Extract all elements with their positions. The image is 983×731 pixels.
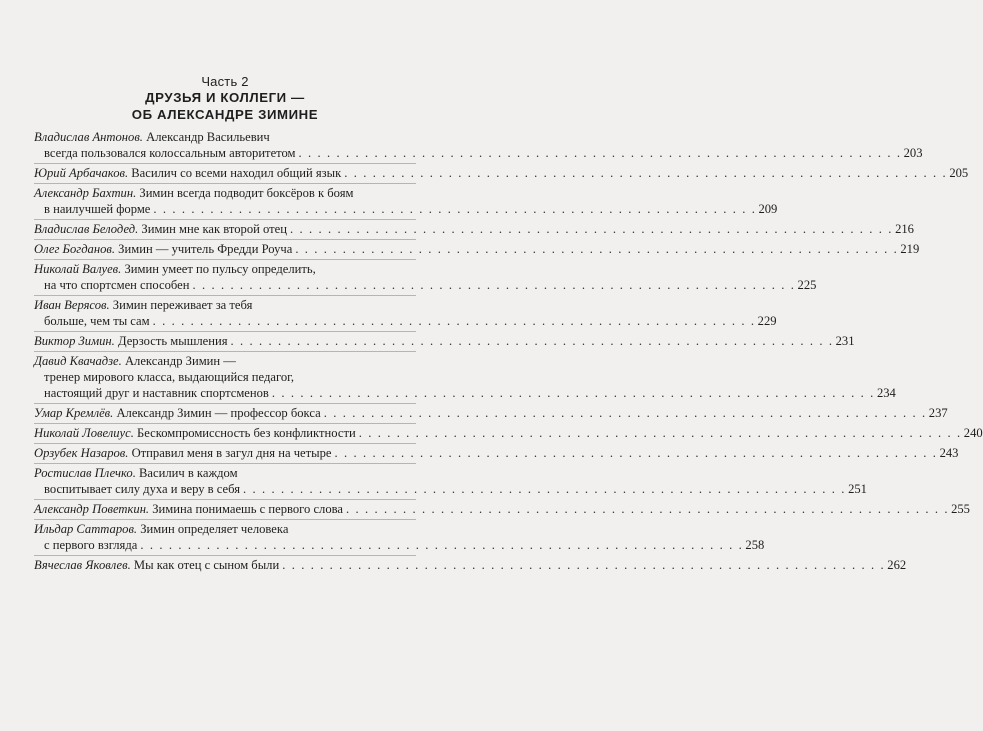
- entry-title-line: [34, 405, 321, 421]
- entry-author: Александр Поветкин.: [34, 502, 150, 516]
- toc-entry[interactable]: [34, 444, 959, 464]
- toc-entry[interactable]: [34, 296, 777, 332]
- entry-title: Василич со всеми находил общий язык: [128, 166, 342, 180]
- dot-leader: . . . . . . . . . . . . . . . . . . . . . . . . . . . . . . . . . . . . . . . . . . . . . . . . . . . . . . . . . . . . . . . .: [358, 426, 962, 440]
- page-number: 203: [903, 146, 923, 160]
- entry-title-line: [34, 557, 279, 573]
- page-number: 234: [876, 386, 896, 400]
- entry-author: Николай Ловелиус.: [34, 426, 134, 440]
- entry-author: Виктор Зимин.: [34, 334, 115, 348]
- entry-author: Владислав Белодед.: [34, 222, 139, 236]
- entry-author: Олег Богданов.: [34, 242, 116, 256]
- toc-entry[interactable]: [34, 184, 778, 220]
- toc-entry[interactable]: [34, 164, 969, 184]
- toc-entry[interactable]: [34, 332, 855, 352]
- entry-author: Владислав Антонов.: [34, 130, 143, 144]
- dot-leader: . . . . . . . . . . . . . . . . . . . . . . . . . . . . . . . . . . . . . . . . . . . . . . . . . . . . . . . . . . . . . . . .: [152, 314, 756, 328]
- entry-title-continuation: на что спортсмен способен: [44, 278, 190, 292]
- page-number: 237: [928, 406, 948, 420]
- entry-title: Александр Васильевич: [142, 130, 270, 144]
- part-label: Часть 2: [201, 74, 249, 89]
- page-number: 251: [848, 482, 867, 496]
- dot-leader: . . . . . . . . . . . . . . . . . . . . . . . . . . . . . . . . . . . . . . . . . . . . . . . . . . . . . . . . . . . . . . . .: [140, 538, 744, 552]
- entry-title: Зимина понимаешь с первого слова: [149, 502, 344, 516]
- entry-author: Умар Кремлёв.: [34, 406, 114, 420]
- page-number: 219: [900, 242, 920, 256]
- page-number: 258: [745, 538, 765, 552]
- toc-entry[interactable]: [34, 556, 907, 575]
- dot-leader: . . . . . . . . . . . . . . . . . . . . . . . . . . . . . . . . . . . . . . . . . . . . . . . . . . . . . . . . . . . . . . . .: [153, 202, 757, 216]
- toc-entry[interactable]: [34, 424, 983, 444]
- toc-entry[interactable]: [34, 260, 817, 296]
- entry-title: Дерзость мышления: [114, 334, 228, 348]
- toc-entry[interactable]: [34, 500, 970, 520]
- entry-title-line: [34, 165, 341, 181]
- page-number: 205: [949, 166, 969, 180]
- entry-author: Давид Квачадзе.: [34, 354, 122, 368]
- entry-author: Орзубек Назаров.: [34, 446, 129, 460]
- page-number: 229: [757, 314, 777, 328]
- entry-title-line: [34, 522, 288, 536]
- entry-title-continuation: всегда пользовался колоссальным авторитетом: [44, 146, 296, 160]
- toc-entry[interactable]: [34, 352, 896, 404]
- entry-title-continuation: настоящий друг и наставник спортсменов: [44, 386, 269, 400]
- toc-entry[interactable]: [34, 220, 914, 240]
- entry-title-continuation: больше, чем ты сам: [44, 314, 150, 328]
- entry-title-line: [34, 186, 353, 200]
- entry-title: Зимин определяет человека: [137, 522, 289, 536]
- entry-author: Николай Валуев.: [34, 262, 122, 276]
- entry-title-line: [34, 241, 292, 257]
- page-number: 240: [963, 426, 983, 440]
- entry-title: Зимин всегда подводит боксёров к боям: [136, 186, 354, 200]
- page-number: 209: [758, 202, 778, 216]
- entry-author: Юрий Арбачаков.: [34, 166, 129, 180]
- entry-title-continuation: воспитывает силу духа и веру в себя: [44, 482, 240, 496]
- page-number: 255: [951, 502, 970, 516]
- toc-entry[interactable]: [34, 128, 923, 164]
- dot-leader: . . . . . . . . . . . . . . . . . . . . . . . . . . . . . . . . . . . . . . . . . . . . . . . . . . . . . . . . . . . . . . . .: [346, 502, 950, 516]
- entry-title-line: [34, 130, 270, 144]
- table-of-contents: [34, 128, 983, 575]
- page-number: 216: [895, 222, 914, 236]
- dot-leader: . . . . . . . . . . . . . . . . . . . . . . . . . . . . . . . . . . . . . . . . . . . . . . . . . . . . . . . . . . . . . . . .: [298, 146, 902, 160]
- dot-leader: . . . . . . . . . . . . . . . . . . . . . . . . . . . . . . . . . . . . . . . . . . . . . . . . . . . . . . . . . . . . . . . .: [192, 278, 796, 292]
- entry-title-continuation: с первого взгляда: [44, 538, 138, 552]
- page-number: 243: [939, 446, 959, 460]
- entry-author: Вячеслав Яковлев.: [34, 558, 131, 572]
- toc-entry[interactable]: [34, 404, 948, 424]
- dot-leader: . . . . . . . . . . . . . . . . . . . . . . . . . . . . . . . . . . . . . . . . . . . . . . . . . . . . . . . . . . . . . . . .: [334, 446, 938, 460]
- entry-title-line: [34, 221, 287, 237]
- dot-leader: . . . . . . . . . . . . . . . . . . . . . . . . . . . . . . . . . . . . . . . . . . . . . . . . . . . . . . . . . . . . . . . .: [344, 166, 948, 180]
- entry-title-continuation: в наилучшей форме: [44, 202, 151, 216]
- entry-title-line: [34, 262, 316, 276]
- entry-title-line: [34, 333, 228, 349]
- page-number: 262: [887, 558, 907, 572]
- entry-title: Зимин переживает за тебя: [109, 298, 253, 312]
- part-title-line-1: ДРУЗЬЯ И КОЛЛЕГИ —: [145, 90, 305, 105]
- toc-entry[interactable]: [34, 464, 867, 500]
- entry-title-line: [34, 501, 343, 517]
- entry-author: Ильдар Саттаров.: [34, 522, 138, 536]
- entry-title: Мы как отец с сыном были: [130, 558, 280, 572]
- entry-author: Александр Бахтин.: [34, 186, 137, 200]
- page-number: 231: [835, 334, 855, 348]
- entry-author: Ростислав Плечко.: [34, 466, 136, 480]
- dot-leader: . . . . . . . . . . . . . . . . . . . . . . . . . . . . . . . . . . . . . . . . . . . . . . . . . . . . . . . . . . . . . . . .: [243, 482, 847, 496]
- entry-title: Зимин мне как второй отец: [138, 222, 287, 236]
- dot-leader: . . . . . . . . . . . . . . . . . . . . . . . . . . . . . . . . . . . . . . . . . . . . . . . . . . . . . . . . . . . . . . . .: [290, 222, 894, 236]
- entry-title-line: [34, 425, 356, 441]
- entry-title: Отправил меня в загул дня на четыре: [128, 446, 332, 460]
- entry-title: Василич в каждом: [135, 466, 238, 480]
- entry-title: Зимин умеет по пульсу определить,: [121, 262, 316, 276]
- dot-leader: . . . . . . . . . . . . . . . . . . . . . . . . . . . . . . . . . . . . . . . . . . . . . . . . . . . . . . . . . . . . . . . .: [282, 558, 886, 572]
- dot-leader: . . . . . . . . . . . . . . . . . . . . . . . . . . . . . . . . . . . . . . . . . . . . . . . . . . . . . . . . . . . . . . . .: [323, 406, 927, 420]
- toc-entry[interactable]: [34, 520, 765, 556]
- entry-title-line: [34, 466, 238, 480]
- entry-title: Зимин — учитель Фредди Роуча: [115, 242, 293, 256]
- dot-leader: . . . . . . . . . . . . . . . . . . . . . . . . . . . . . . . . . . . . . . . . . . . . . . . . . . . . . . . . . . . . . . . .: [271, 386, 875, 400]
- entry-title: Александр Зимин —: [121, 354, 236, 368]
- entry-title-line: [34, 298, 252, 312]
- entry-title-continuation: тренер мирового класса, выдающийся педагог,: [44, 370, 295, 384]
- dot-leader: . . . . . . . . . . . . . . . . . . . . . . . . . . . . . . . . . . . . . . . . . . . . . . . . . . . . . . . . . . . . . . . .: [230, 334, 834, 348]
- entry-title: Александр Зимин — профессор бокса: [113, 406, 321, 420]
- page-number: 225: [797, 278, 817, 292]
- entry-title-line: [34, 354, 236, 368]
- entry-title-line: [34, 445, 332, 461]
- part-title-line-2: ОБ АЛЕКСАНДРЕ ЗИМИНЕ: [131, 107, 319, 122]
- dot-leader: . . . . . . . . . . . . . . . . . . . . . . . . . . . . . . . . . . . . . . . . . . . . . . . . . . . . . . . . . . . . . . . .: [295, 242, 899, 256]
- entry-author: Иван Верясов.: [34, 298, 110, 312]
- entry-title: Бескомпромиссность без конфликтности: [133, 426, 356, 440]
- toc-entry[interactable]: [34, 240, 920, 260]
